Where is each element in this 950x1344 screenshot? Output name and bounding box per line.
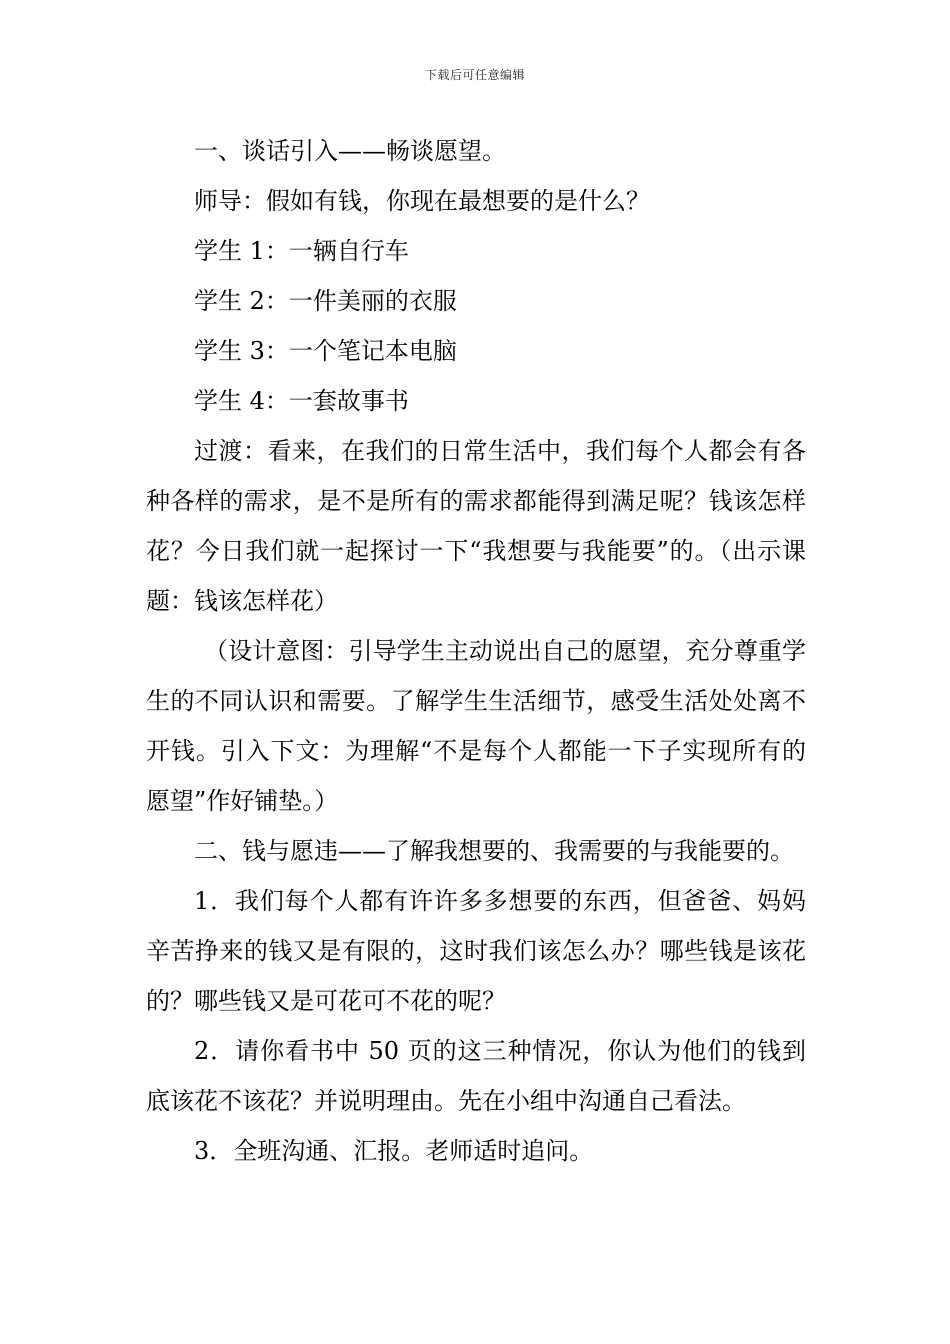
paragraph-transition: 过渡：看来，在我们的日常生活中，我们每个人都会有各种各样的需求，是不是所有的需求都能得到满足呢？钱该怎样花？今日我们就一起探讨一下“我想要与我能要”的。（出示课题：钱该怎样花） xyxy=(146,437,806,615)
paragraph-item-1: 1．我们每个人都有许许多多想要的东西，但爸爸、妈妈辛苦挣来的钱又是有限的，这时我们该怎么办？哪些钱是该花的？哪些钱又是可花可不花的呢？ xyxy=(146,887,806,1015)
paragraph-student-1: 学生 1：一辆自行车 xyxy=(194,237,409,265)
paragraph-student-3: 学生 3：一个笔记本电脑 xyxy=(194,337,457,365)
paragraph-item-3: 3．全班沟通、汇报。老师适时追问。 xyxy=(194,1137,594,1165)
paragraph-student-4: 学生 4：一套故事书 xyxy=(194,387,409,415)
section-heading-1: 一、谈话引入——畅谈愿望。 xyxy=(194,137,506,165)
document-body xyxy=(146,126,806,1176)
paragraph-item-2: 2．请你看书中 50 页的这三种情况，你认为他们的钱到底该花不该花？并说明理由。先在小组中沟通自己看法。 xyxy=(146,1037,806,1115)
paragraph-design-intent: （设计意图：引导学生主动说出自己的愿望，充分尊重学生的不同认识和需要。了解学生生活细节，感受生活处处离不开钱。引入下文：为理解“不是每个人都能一下子实现所有的愿望”作好铺垫。） xyxy=(146,637,806,815)
paragraph-teacher-question: 师导：假如有钱，你现在最想要的是什么？ xyxy=(194,187,650,215)
paragraph-student-2: 学生 2：一件美丽的衣服 xyxy=(194,287,457,315)
section-heading-2: 二、钱与愿违——了解我想要的、我需要的与我能要的。 xyxy=(194,837,794,865)
page-header: 下载后可任意编辑 xyxy=(424,68,525,82)
